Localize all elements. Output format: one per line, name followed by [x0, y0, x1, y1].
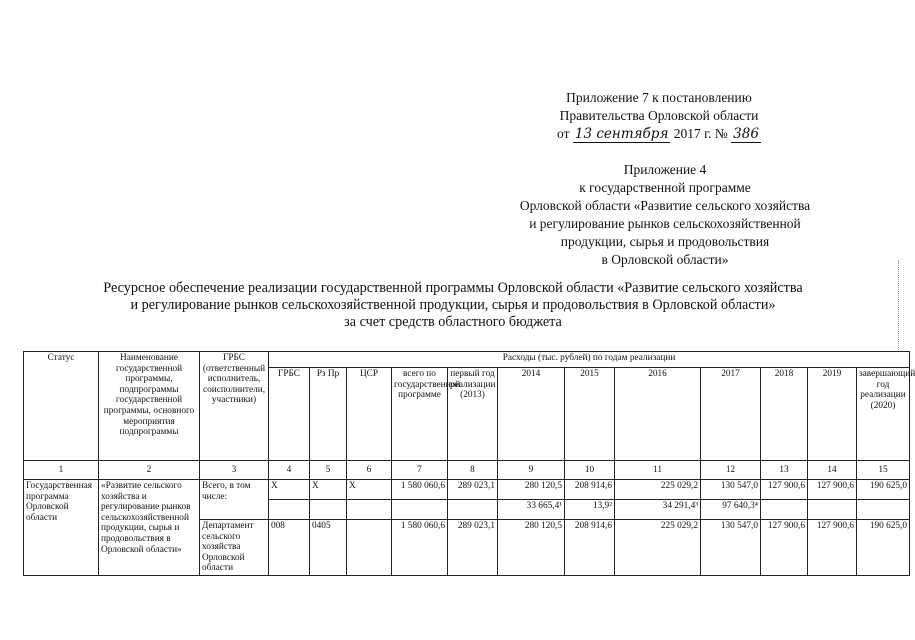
cell-empty	[808, 500, 857, 520]
appendix4-line: Приложение 4	[623, 162, 707, 177]
appendix4-line: и регулирование рынков сельскохозяйственной	[529, 216, 801, 231]
cell-2017: 130 547,0	[701, 520, 761, 576]
exec-department: Департамент сельского хозяйства Орловской области	[200, 520, 269, 576]
cell-2016: 225 029,2	[615, 480, 701, 500]
cell-2014: 280 120,5	[498, 520, 565, 576]
header-final-year: завершающий год реализации (2020)	[857, 368, 910, 461]
document-title	[58, 280, 848, 331]
appendix4-line: Орловской области «Развитие сельского хозяйства	[519, 198, 811, 213]
cell-empty	[448, 500, 498, 520]
header-csr: ЦСР	[347, 368, 392, 461]
col-number: 1	[24, 461, 99, 480]
cell-note-2016: 34 291,4³	[615, 500, 701, 520]
appendix7-block	[530, 89, 788, 143]
header-2014: 2014	[498, 368, 565, 461]
column-number-row	[24, 461, 910, 480]
appendix7-line2: Правительства Орловской области	[559, 108, 759, 123]
cell-2020: 190 625,0	[857, 480, 910, 500]
title-line: за счет средств областного бюджета	[344, 314, 562, 330]
program-name: «Развитие сельского хозяйства и регулирование рынков сельскохозяйственной продукции, сырья и продовольствия в Орловской области»	[99, 480, 200, 576]
header-2015: 2015	[565, 368, 615, 461]
appendix4-line: к государственной программе	[579, 180, 751, 195]
exec-total: Всего, в том числе:	[200, 480, 269, 520]
cell-2017: 130 547,0	[701, 480, 761, 500]
col-number: 13	[761, 461, 808, 480]
header-2018: 2018	[761, 368, 808, 461]
cell-2015: 208 914,6	[565, 520, 615, 576]
appendix4-line: продукции, сырья и продовольствия	[560, 234, 770, 249]
cell-note-2014: 33 665,4¹	[498, 500, 565, 520]
cell-empty	[857, 500, 910, 520]
cell-2019: 127 900,6	[808, 480, 857, 500]
header-first-year: первый год реализации (2013)	[448, 368, 498, 461]
header-2016: 2016	[615, 368, 701, 461]
cell-2020: 190 625,0	[857, 520, 910, 576]
col-number: 8	[448, 461, 498, 480]
appendix4-line: в Орловской области»	[601, 252, 729, 267]
header-2017: 2017	[701, 368, 761, 461]
cell-empty	[761, 500, 808, 520]
col-number: 11	[615, 461, 701, 480]
table-row-total	[24, 480, 910, 500]
handwritten-date: 13 сентября	[574, 126, 669, 142]
col-number: 3	[200, 461, 269, 480]
cell-grbs: 008	[269, 520, 310, 576]
scan-edge-mark	[894, 260, 899, 350]
year-label: 2017 г. №	[673, 126, 728, 141]
cell-2018: 127 900,6	[761, 520, 808, 576]
col-number: 14	[808, 461, 857, 480]
col-number: 4	[269, 461, 310, 480]
col-number: 7	[392, 461, 448, 480]
header-grbs: ГРБС	[269, 368, 310, 461]
cell-rzpr: X	[310, 480, 347, 500]
col-number: 12	[701, 461, 761, 480]
cell-2015: 208 914,6	[565, 480, 615, 500]
header-rzpr: Рз Пр	[310, 368, 347, 461]
title-line: Ресурсное обеспечение реализации государственной программы Орловской области «Развитие сельского хозяйства	[103, 280, 803, 296]
cell-first-year: 289 023,1	[448, 520, 498, 576]
header-name: Наименование государственной программы, подпрограммы государственной программы, основного мероприятия подпрограммы	[99, 352, 200, 461]
from-label: от	[557, 126, 570, 141]
header-2019: 2019	[808, 368, 857, 461]
resource-table	[23, 351, 915, 576]
col-number: 6	[347, 461, 392, 480]
col-number: 5	[310, 461, 347, 480]
cell-empty	[392, 500, 448, 520]
cell-empty	[347, 500, 392, 520]
header-grbs-exec: ГРБС (ответственный исполнитель, соисполнители, участники)	[200, 352, 269, 461]
appendix7-line1: Приложение 7 к постановлению	[566, 90, 752, 105]
title-line: и регулирование рынков сельскохозяйственной продукции, сырья и продовольствия в Орловской области»	[130, 297, 776, 313]
col-number: 10	[565, 461, 615, 480]
cell-2019: 127 900,6	[808, 520, 857, 576]
cell-2016: 225 029,2	[615, 520, 701, 576]
cell-empty	[310, 500, 347, 520]
header-row-top	[24, 352, 910, 368]
cell-empty	[269, 500, 310, 520]
handwritten-number: 386	[733, 126, 759, 142]
cell-note-2015: 13,9²	[565, 500, 615, 520]
col-number: 2	[99, 461, 200, 480]
resolution-line	[530, 125, 788, 143]
cell-grbs: X	[269, 480, 310, 500]
appendix4-block	[494, 161, 836, 269]
cell-csr: X	[347, 480, 392, 500]
program-status: Государственная программа Орловской области	[24, 480, 99, 576]
header-status: Статус	[24, 352, 99, 461]
col-number: 15	[857, 461, 910, 480]
cell-2014: 280 120,5	[498, 480, 565, 500]
header-expenses: Расходы (тыс. рублей) по годам реализации	[269, 352, 910, 368]
header-total: всего по государственной программе	[392, 368, 448, 461]
cell-first-year: 289 023,1	[448, 480, 498, 500]
cell-total: 1 580 060,6	[392, 480, 448, 500]
cell-csr	[347, 520, 392, 576]
cell-rzpr: 0405	[310, 520, 347, 576]
cell-total: 1 580 060,6	[392, 520, 448, 576]
cell-2018: 127 900,6	[761, 480, 808, 500]
col-number: 9	[498, 461, 565, 480]
cell-note-2017: 97 640,3⁴	[701, 500, 761, 520]
